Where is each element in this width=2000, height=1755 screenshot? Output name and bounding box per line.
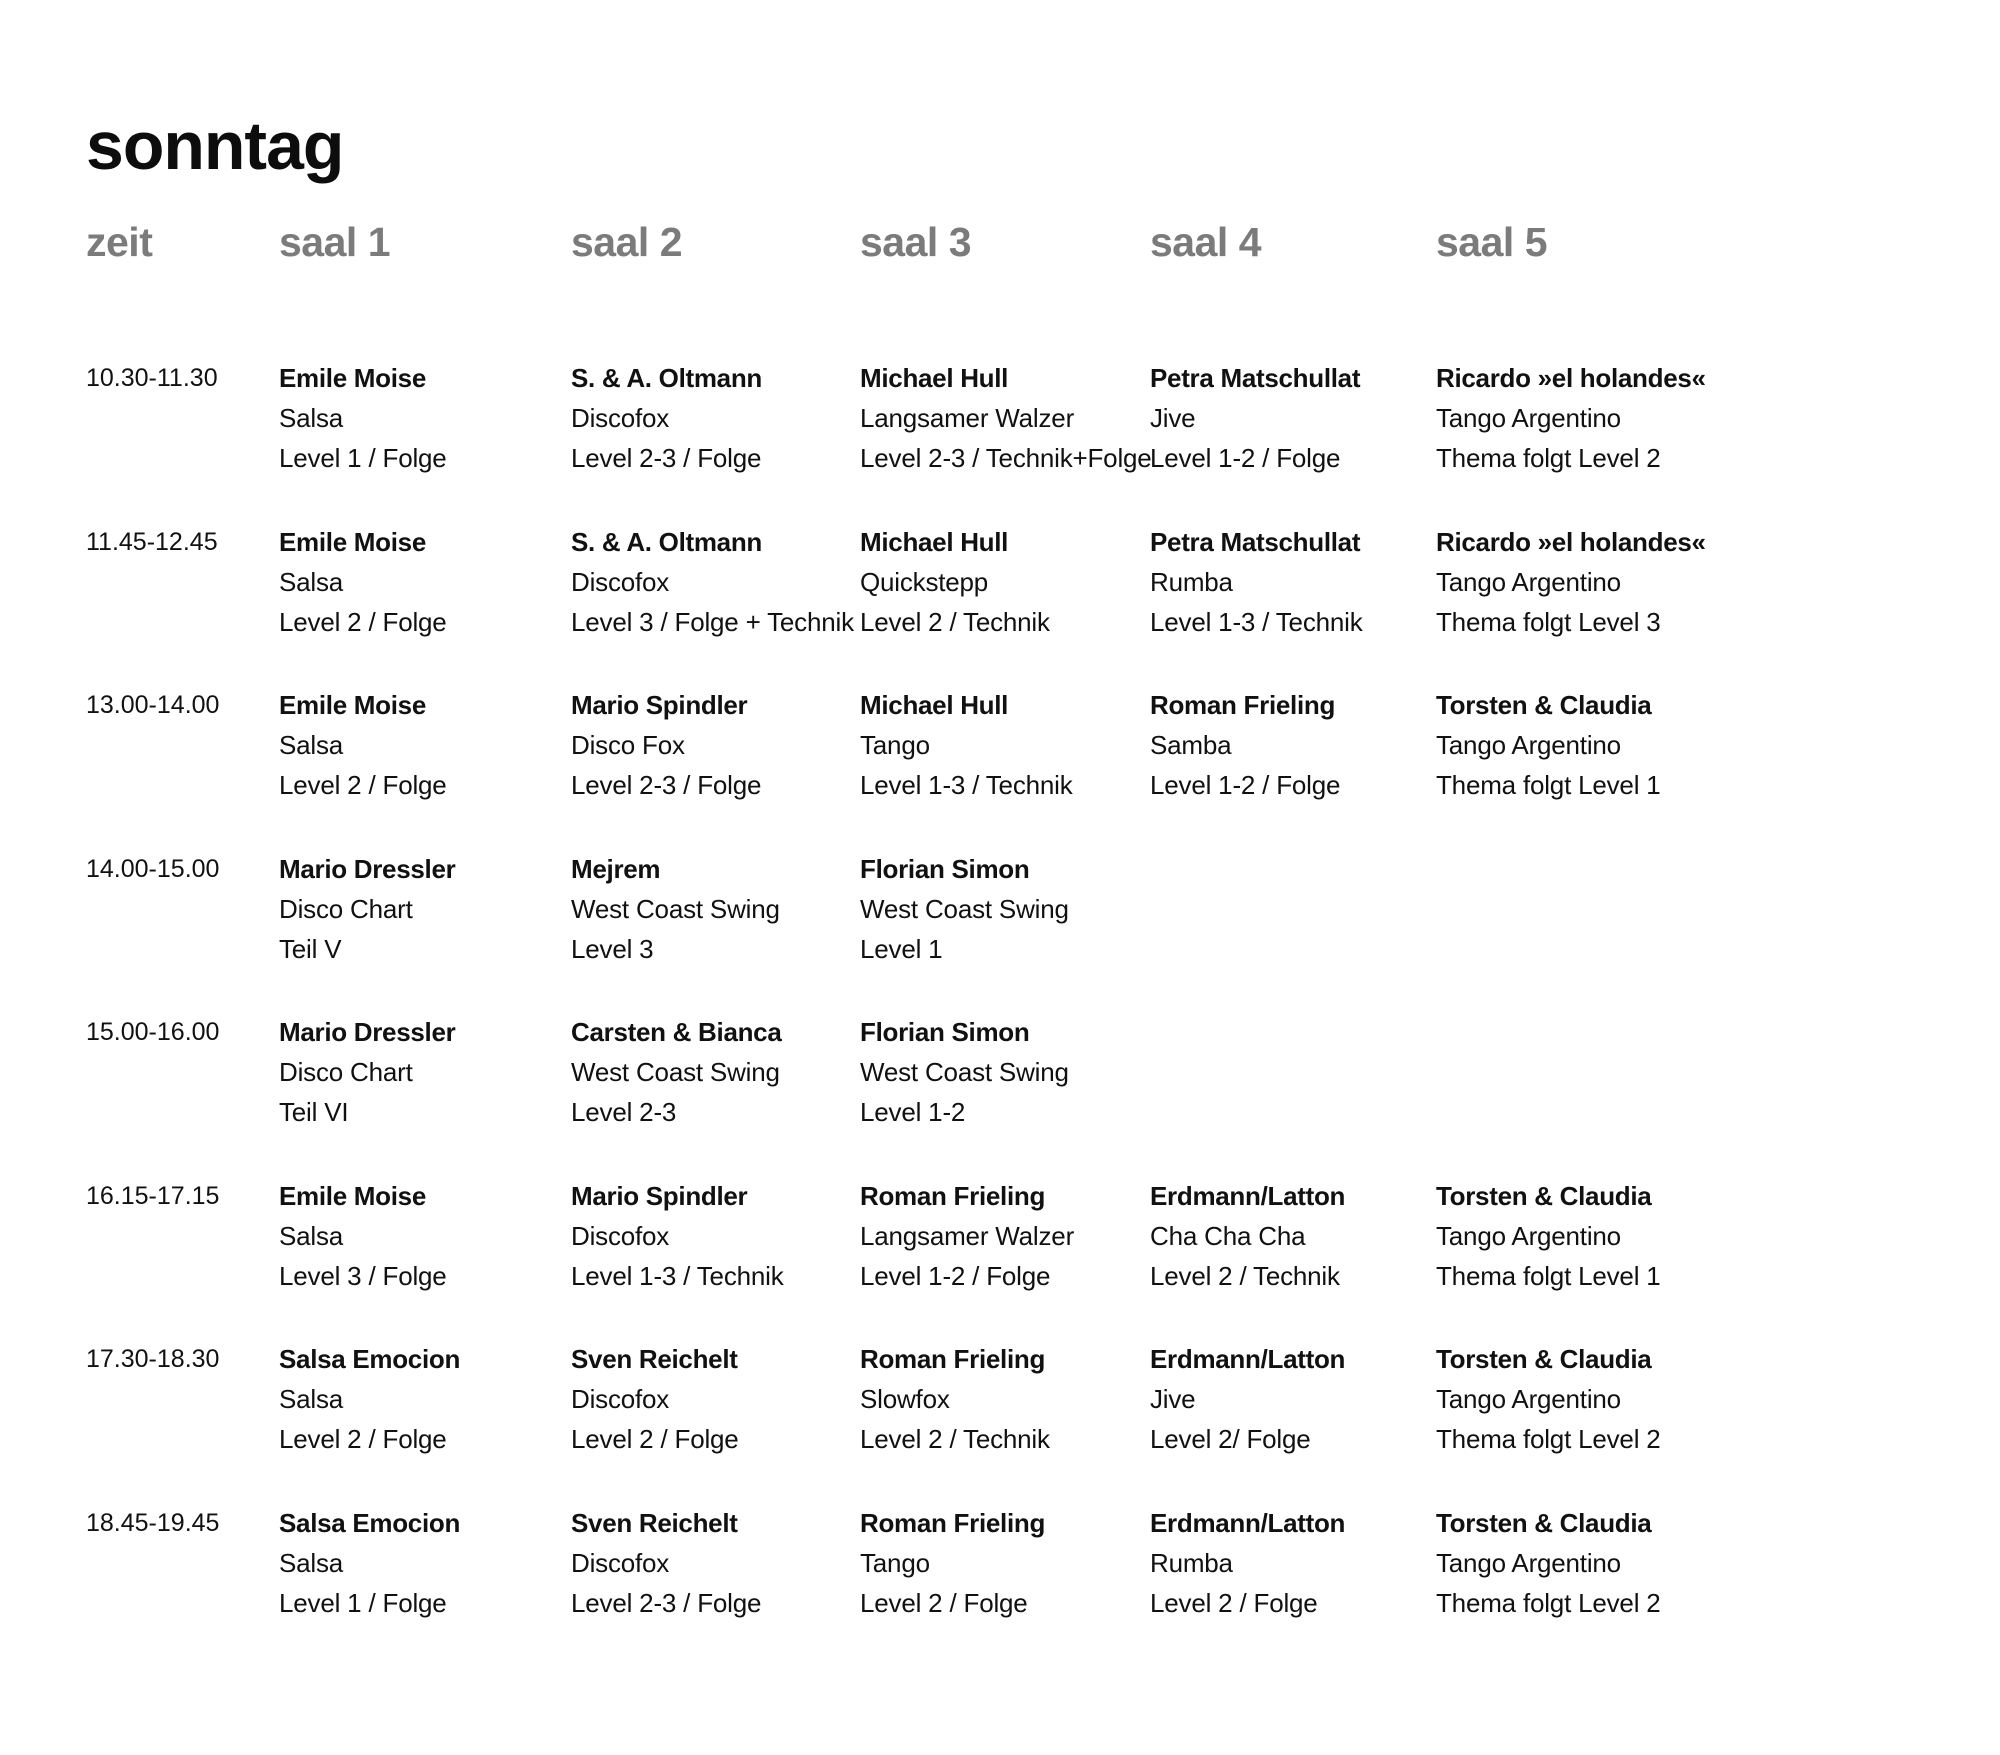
instructor-name: Michael Hull — [860, 363, 1009, 393]
dance-style: Discofox — [571, 1221, 670, 1251]
instructor-name: Mario Spindler — [571, 690, 748, 720]
instructor-name: S. & A. Oltmann — [571, 363, 762, 393]
dance-style: Rumba — [1150, 567, 1233, 597]
instructor-name: Roman Frieling — [860, 1508, 1046, 1538]
instructor-name: Roman Frieling — [1150, 690, 1336, 720]
level-info: Level 2 / Folge — [279, 607, 447, 637]
dance-style: Salsa — [279, 1221, 344, 1251]
dance-style: Discofox — [571, 1384, 670, 1414]
class-cell-saal-4 — [1150, 1503, 1345, 1623]
dance-style: Discofox — [571, 403, 670, 433]
instructor-name: Mejrem — [571, 854, 661, 884]
class-cell-saal-3 — [860, 1503, 1045, 1623]
instructor-name: Erdmann/Latton — [1150, 1181, 1346, 1211]
instructor-name: Erdmann/Latton — [1150, 1344, 1346, 1374]
header-saal-1: saal 1 — [279, 219, 390, 265]
class-cell-saal-3 — [860, 1176, 1074, 1296]
class-cell-saal-5 — [1436, 1176, 1661, 1296]
class-cell-saal-3 — [860, 522, 1050, 642]
instructor-name: Mario Dressler — [279, 854, 456, 884]
instructor-name: Torsten & Claudia — [1436, 1508, 1652, 1538]
instructor-name: Roman Frieling — [860, 1344, 1046, 1374]
page-title: sonntag — [86, 108, 344, 184]
class-cell-saal-1 — [279, 685, 447, 805]
class-cell-saal-1 — [279, 358, 447, 478]
level-info: Level 1-2 / Folge — [1150, 443, 1341, 473]
level-info: Thema folgt Level 2 — [1436, 443, 1661, 473]
class-cell-saal-3 — [860, 1339, 1050, 1459]
header-saal-5: saal 5 — [1436, 219, 1547, 265]
class-cell-saal-4 — [1150, 685, 1340, 805]
instructor-name: Mario Spindler — [571, 1181, 748, 1211]
class-cell-saal-1 — [279, 1176, 447, 1296]
dance-style: Jive — [1150, 1384, 1196, 1414]
level-info: Level 2/ Folge — [1150, 1424, 1311, 1454]
class-cell-saal-2 — [571, 1012, 782, 1132]
dance-style: West Coast Swing — [860, 1057, 1069, 1087]
level-info: Level 3 / Folge — [279, 1261, 447, 1291]
class-cell-saal-3 — [860, 685, 1073, 805]
dance-style: Langsamer Walzer — [860, 403, 1075, 433]
level-info: Thema folgt Level 1 — [1436, 1261, 1661, 1291]
time-slot: 15.00-16.00 — [86, 1018, 220, 1046]
header-zeit: zeit — [86, 219, 153, 265]
level-info: Level 2-3 — [571, 1097, 677, 1127]
time-slot: 16.15-17.15 — [86, 1182, 220, 1210]
instructor-name: Erdmann/Latton — [1150, 1508, 1346, 1538]
dance-style: Salsa — [279, 1384, 344, 1414]
class-cell-saal-5 — [1436, 522, 1706, 642]
dance-style: Tango Argentino — [1436, 1221, 1621, 1251]
class-cell-saal-4 — [1150, 522, 1363, 642]
class-cell-saal-4 — [1150, 1176, 1345, 1296]
level-info: Level 1 — [860, 934, 943, 964]
instructor-name: Michael Hull — [860, 527, 1009, 557]
header-saal-3: saal 3 — [860, 219, 971, 265]
class-cell-saal-3 — [860, 849, 1069, 969]
instructor-name: Petra Matschullat — [1150, 363, 1361, 393]
class-cell-saal-4 — [1150, 358, 1360, 478]
class-cell-saal-2 — [571, 1339, 739, 1459]
time-slot: 17.30-18.30 — [86, 1345, 220, 1373]
dance-style: Slowfox — [860, 1384, 950, 1414]
level-info: Level 2 / Technik — [860, 1424, 1050, 1454]
instructor-name: Michael Hull — [860, 690, 1009, 720]
instructor-name: Roman Frieling — [860, 1181, 1046, 1211]
class-cell-saal-3 — [860, 358, 1152, 478]
dance-style: Tango Argentino — [1436, 1548, 1621, 1578]
level-info: Level 3 — [571, 934, 654, 964]
dance-style: Cha Cha Cha — [1150, 1221, 1306, 1251]
instructor-name: Emile Moise — [279, 690, 426, 720]
instructor-name: Salsa Emocion — [279, 1508, 461, 1538]
dance-style: Salsa — [279, 730, 344, 760]
instructor-name: S. & A. Oltmann — [571, 527, 762, 557]
dance-style: Tango — [860, 730, 930, 760]
instructor-name: Salsa Emocion — [279, 1344, 461, 1374]
dance-style: Disco Fox — [571, 730, 685, 760]
time-slot: 13.00-14.00 — [86, 691, 220, 719]
dance-style: Disco Chart — [279, 1057, 413, 1087]
instructor-name: Torsten & Claudia — [1436, 690, 1652, 720]
level-info: Level 1-3 / Technik — [571, 1261, 784, 1291]
level-info: Level 2 / Folge — [279, 1424, 447, 1454]
level-info: Thema folgt Level 3 — [1436, 607, 1661, 637]
class-cell-saal-5 — [1436, 1339, 1661, 1459]
class-cell-saal-1 — [279, 522, 447, 642]
dance-style: Salsa — [279, 567, 344, 597]
instructor-name: Florian Simon — [860, 1017, 1030, 1047]
level-info: Teil V — [279, 934, 342, 964]
dance-style: Discofox — [571, 567, 670, 597]
class-cell-saal-1 — [279, 1012, 455, 1132]
instructor-name: Sven Reichelt — [571, 1508, 738, 1538]
level-info: Level 1-2 / Folge — [860, 1261, 1051, 1291]
time-slot: 14.00-15.00 — [86, 855, 220, 883]
level-info: Level 2-3 / Technik+Folge — [860, 443, 1152, 473]
dance-style: West Coast Swing — [571, 894, 780, 924]
instructor-name: Torsten & Claudia — [1436, 1344, 1652, 1374]
dance-style: Discofox — [571, 1548, 670, 1578]
level-info: Level 3 / Folge + Technik — [571, 607, 854, 637]
class-cell-saal-2 — [571, 685, 761, 805]
class-cell-saal-5 — [1436, 685, 1661, 805]
dance-style: Jive — [1150, 403, 1196, 433]
level-info: Thema folgt Level 2 — [1436, 1424, 1661, 1454]
level-info: Level 2 / Folge — [279, 770, 447, 800]
instructor-name: Florian Simon — [860, 854, 1030, 884]
instructor-name: Torsten & Claudia — [1436, 1181, 1652, 1211]
dance-style: Tango Argentino — [1436, 1384, 1621, 1414]
level-info: Level 1-2 / Folge — [1150, 770, 1341, 800]
instructor-name: Ricardo »el holandes« — [1436, 527, 1706, 557]
level-info: Level 2-3 / Folge — [571, 443, 762, 473]
dance-style: Tango — [860, 1548, 930, 1578]
level-info: Teil VI — [279, 1097, 349, 1127]
class-cell-saal-2 — [571, 358, 762, 478]
instructor-name: Emile Moise — [279, 363, 426, 393]
dance-style: West Coast Swing — [571, 1057, 780, 1087]
level-info: Thema folgt Level 2 — [1436, 1588, 1661, 1618]
dance-style: Salsa — [279, 1548, 344, 1578]
dance-style: Disco Chart — [279, 894, 413, 924]
dance-style: Tango Argentino — [1436, 730, 1621, 760]
class-cell-saal-1 — [279, 1503, 460, 1623]
level-info: Level 2 / Folge — [1150, 1588, 1318, 1618]
header-saal-2: saal 2 — [571, 219, 682, 265]
instructor-name: Petra Matschullat — [1150, 527, 1361, 557]
instructor-name: Carsten & Bianca — [571, 1017, 782, 1047]
level-info: Level 1 / Folge — [279, 1588, 447, 1618]
instructor-name: Emile Moise — [279, 1181, 426, 1211]
class-cell-saal-5 — [1436, 1503, 1661, 1623]
dance-style: Quickstepp — [860, 567, 989, 597]
header-saal-4: saal 4 — [1150, 219, 1261, 265]
level-info: Level 1-3 / Technik — [860, 770, 1073, 800]
time-slot: 11.45-12.45 — [86, 528, 218, 556]
level-info: Level 2 / Technik — [860, 607, 1050, 637]
class-cell-saal-4 — [1150, 1339, 1345, 1459]
dance-style: Samba — [1150, 730, 1232, 760]
dance-style: Langsamer Walzer — [860, 1221, 1075, 1251]
level-info: Level 2-3 / Folge — [571, 770, 762, 800]
instructor-name: Ricardo »el holandes« — [1436, 363, 1706, 393]
level-info: Level 2 / Folge — [571, 1424, 739, 1454]
class-cell-saal-5 — [1436, 358, 1706, 478]
class-cell-saal-1 — [279, 849, 455, 969]
level-info: Level 2 / Technik — [1150, 1261, 1340, 1291]
class-cell-saal-2 — [571, 522, 854, 642]
level-info: Level 2 / Folge — [860, 1588, 1028, 1618]
class-cell-saal-3 — [860, 1012, 1069, 1132]
instructor-name: Emile Moise — [279, 527, 426, 557]
class-cell-saal-2 — [571, 1503, 761, 1623]
level-info: Level 1-2 — [860, 1097, 966, 1127]
class-cell-saal-2 — [571, 849, 780, 969]
level-info: Level 2-3 / Folge — [571, 1588, 762, 1618]
level-info: Level 1 / Folge — [279, 443, 447, 473]
instructor-name: Sven Reichelt — [571, 1344, 738, 1374]
level-info: Level 1-3 / Technik — [1150, 607, 1363, 637]
class-cell-saal-1 — [279, 1339, 460, 1459]
time-slot: 18.45-19.45 — [86, 1509, 220, 1537]
dance-style: West Coast Swing — [860, 894, 1069, 924]
dance-style: Tango Argentino — [1436, 567, 1621, 597]
instructor-name: Mario Dressler — [279, 1017, 456, 1047]
dance-style: Salsa — [279, 403, 344, 433]
dance-style: Tango Argentino — [1436, 403, 1621, 433]
time-slot: 10.30-11.30 — [86, 364, 218, 392]
dance-style: Rumba — [1150, 1548, 1233, 1578]
class-cell-saal-2 — [571, 1176, 784, 1296]
level-info: Thema folgt Level 1 — [1436, 770, 1661, 800]
